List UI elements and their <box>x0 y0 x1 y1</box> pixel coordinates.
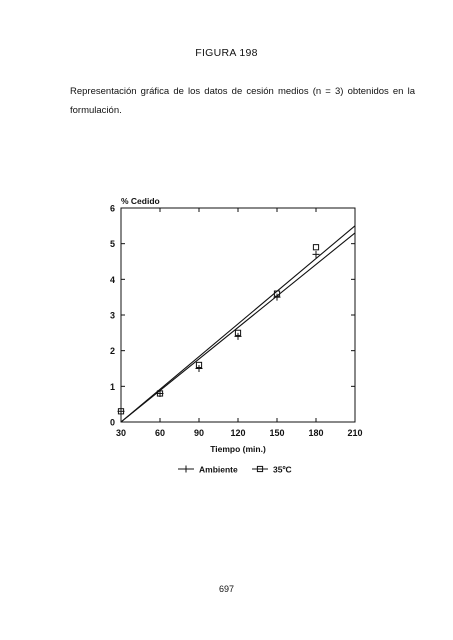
fit-line <box>121 226 355 422</box>
y-tick-label: 6 <box>109 203 115 214</box>
y-tick-label: 5 <box>109 239 115 250</box>
y-tick-label: 2 <box>109 346 115 357</box>
figure-caption: Representación gráfica de los datos de cesión medios (n = 3) obtenidos en la formulación. <box>70 86 415 116</box>
x-tick-label: 30 <box>115 428 127 438</box>
page-number: 697 <box>218 584 235 594</box>
legend-label: 35ºC <box>273 464 292 475</box>
figure-title: FIGURA 198 <box>195 47 258 59</box>
legend-label: Ambiente <box>199 464 238 475</box>
y-tick-label: 3 <box>109 310 115 321</box>
y-axis-label: % Cedido <box>121 196 160 206</box>
x-tick-label: 120 <box>230 428 246 438</box>
y-tick-label: 1 <box>109 381 115 392</box>
y-tick-label: 4 <box>109 274 115 285</box>
legend-marker <box>183 466 190 473</box>
x-tick-label: 90 <box>193 428 205 438</box>
y-tick-label: 0 <box>109 417 115 428</box>
plot-frame <box>121 208 355 422</box>
x-tick-label: 60 <box>154 428 166 438</box>
x-axis-label: Tiempo (min.) <box>210 444 266 454</box>
x-tick-label: 150 <box>269 428 285 438</box>
data-point-35c <box>313 245 318 250</box>
x-tick-label: 180 <box>308 428 324 438</box>
x-tick-label: 210 <box>347 428 363 438</box>
fit-line <box>121 233 355 422</box>
